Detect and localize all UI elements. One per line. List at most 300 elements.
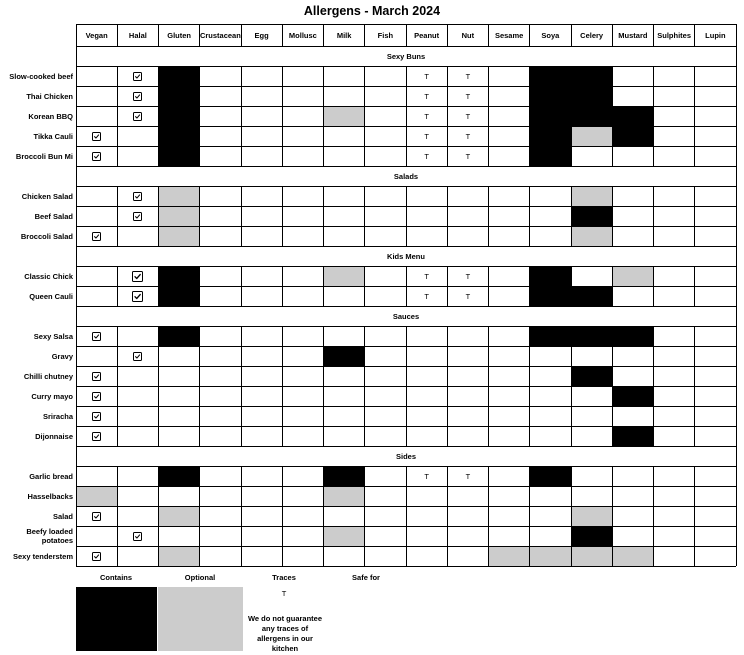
grid-vline <box>117 526 118 546</box>
cell-optional-classic-chick-mustard <box>613 267 653 286</box>
grid-vline <box>76 166 77 186</box>
cell-optional-beefy-loaded-potatoes-milk <box>324 527 364 546</box>
grid-vline <box>653 426 654 446</box>
grid-vline <box>736 366 737 386</box>
grid-vline <box>199 86 200 106</box>
cell-contains-slow-cooked-beef-soya <box>530 67 570 86</box>
grid-vline <box>117 486 118 506</box>
grid-vline <box>447 66 448 86</box>
grid-vline <box>529 106 530 126</box>
grid-vline <box>158 266 159 286</box>
grid-vline <box>653 146 654 166</box>
grid-vline <box>736 326 737 346</box>
checkbox-icon-dijonnaise-vegan <box>92 432 101 441</box>
cell-contains-tikka-cauli-soya <box>530 127 570 146</box>
grid-vline <box>364 86 365 106</box>
grid-vline <box>117 346 118 366</box>
grid-vline <box>323 186 324 206</box>
trace-mark-thai-chicken-peanut: T <box>424 91 429 101</box>
row-label-thai-chicken: Thai Chicken <box>26 91 73 101</box>
grid-vline <box>571 486 572 506</box>
grid-vline <box>282 506 283 526</box>
grid-vline <box>282 106 283 126</box>
grid-vline <box>76 526 77 546</box>
grid-vline <box>282 406 283 426</box>
grid-vline <box>653 66 654 86</box>
grid-vline <box>406 406 407 426</box>
grid-vline <box>447 226 448 246</box>
grid-vline <box>323 366 324 386</box>
grid-vline <box>571 386 572 406</box>
grid-vline <box>694 526 695 546</box>
grid-vline <box>158 66 159 86</box>
row-label-queen-cauli: Queen Cauli <box>29 291 73 301</box>
column-header-halal: Halal <box>128 30 147 40</box>
grid-vline <box>571 426 572 446</box>
grid-vline <box>76 446 77 466</box>
grid-vline <box>612 106 613 126</box>
grid-vline <box>529 286 530 306</box>
grid-vline <box>694 486 695 506</box>
grid-vline <box>76 106 77 126</box>
grid-vline <box>488 266 489 286</box>
grid-vline <box>571 526 572 546</box>
grid-vline <box>364 326 365 346</box>
grid-vline <box>158 106 159 126</box>
grid-vline <box>158 386 159 406</box>
grid-vline <box>364 346 365 366</box>
grid-vline <box>199 286 200 306</box>
grid-vline <box>323 286 324 306</box>
trace-mark-slow-cooked-beef-peanut: T <box>424 71 429 81</box>
trace-mark-garlic-bread-peanut: T <box>424 471 429 481</box>
grid-vline <box>488 226 489 246</box>
legend-contains-swatch <box>76 587 157 651</box>
grid-vline <box>76 306 77 326</box>
grid-vline <box>406 206 407 226</box>
grid-vline <box>199 186 200 206</box>
grid-vline <box>529 466 530 486</box>
grid-vline <box>406 426 407 446</box>
grid-vline <box>488 66 489 86</box>
trace-mark-queen-cauli-peanut: T <box>424 291 429 301</box>
checkbox-icon-slow-cooked-beef-halal <box>133 72 142 81</box>
grid-vline <box>406 486 407 506</box>
cell-optional-chicken-salad-celery <box>572 187 612 206</box>
cell-optional-hasselbacks-vegan <box>77 487 117 506</box>
grid-vline <box>76 266 77 286</box>
grid-vline <box>241 506 242 526</box>
grid-vline <box>694 346 695 366</box>
checkbox-icon-beef-salad-halal <box>133 212 142 221</box>
grid-vline <box>736 24 737 46</box>
legend-traces-symbol: T <box>281 589 287 598</box>
grid-vline <box>612 146 613 166</box>
cell-optional-salad-celery <box>572 507 612 526</box>
grid-vline <box>529 346 530 366</box>
grid-vline <box>199 386 200 406</box>
grid-vline <box>76 346 77 366</box>
grid-vline <box>241 266 242 286</box>
grid-vline <box>694 226 695 246</box>
grid-vline <box>529 386 530 406</box>
grid-vline <box>612 286 613 306</box>
grid-vline <box>612 66 613 86</box>
grid-vline <box>571 506 572 526</box>
grid-vline <box>736 106 737 126</box>
grid-vline <box>117 126 118 146</box>
checkbox-icon-classic-chick-halal <box>132 271 143 282</box>
grid-vline <box>282 186 283 206</box>
grid-vline <box>612 326 613 346</box>
grid-vline <box>653 326 654 346</box>
grid-vline <box>694 24 695 46</box>
grid-vline <box>323 466 324 486</box>
grid-vline <box>571 86 572 106</box>
grid-vline <box>158 346 159 366</box>
grid-vline <box>199 346 200 366</box>
grid-vline <box>406 266 407 286</box>
grid-vline <box>199 226 200 246</box>
trace-mark-korean-bbq-nut: T <box>465 111 471 121</box>
grid-vline <box>323 346 324 366</box>
cell-contains-sexy-salsa-gluten <box>159 327 199 346</box>
grid-vline <box>612 406 613 426</box>
cell-contains-slow-cooked-beef-gluten <box>159 67 199 86</box>
grid-vline <box>694 366 695 386</box>
cell-optional-beef-salad-gluten <box>159 207 199 226</box>
trace-mark-broccoli-bun-mi-peanut: T <box>424 151 429 161</box>
grid-vline <box>653 386 654 406</box>
grid-vline <box>76 506 77 526</box>
section-heading-sides: Sides <box>395 451 416 461</box>
grid-vline <box>117 106 118 126</box>
grid-vline <box>406 366 407 386</box>
section-heading-sauces: Sauces <box>392 311 420 321</box>
grid-vline <box>323 406 324 426</box>
trace-mark-classic-chick-peanut: T <box>424 271 429 281</box>
grid-vline <box>282 466 283 486</box>
checkbox-icon-curry-mayo-vegan <box>92 392 101 401</box>
grid-vline <box>323 146 324 166</box>
grid-vline <box>488 106 489 126</box>
grid-vline <box>364 106 365 126</box>
grid-vline <box>364 126 365 146</box>
grid-vline <box>571 66 572 86</box>
cell-contains-beef-salad-celery <box>572 207 612 226</box>
grid-vline <box>158 146 159 166</box>
grid-vline <box>571 266 572 286</box>
cell-contains-queen-cauli-celery <box>572 287 612 306</box>
checkbox-icon-sexy-tenderstem-vegan <box>92 552 101 561</box>
cell-optional-chicken-salad-gluten <box>159 187 199 206</box>
grid-vline <box>158 426 159 446</box>
grid-vline <box>447 146 448 166</box>
grid-vline <box>117 366 118 386</box>
grid-vline <box>529 506 530 526</box>
grid-vline <box>653 266 654 286</box>
grid-vline <box>612 426 613 446</box>
grid-vline <box>117 286 118 306</box>
grid-vline <box>76 206 77 226</box>
grid-vline <box>241 326 242 346</box>
grid-vline <box>241 466 242 486</box>
grid-vline <box>529 266 530 286</box>
grid-vline <box>612 266 613 286</box>
cell-optional-hasselbacks-milk <box>324 487 364 506</box>
trace-mark-classic-chick-nut: T <box>465 271 471 281</box>
grid-vline <box>199 506 200 526</box>
column-header-sesame: Sesame <box>494 30 524 40</box>
grid-vline <box>158 486 159 506</box>
grid-vline <box>406 506 407 526</box>
grid-vline <box>694 66 695 86</box>
cell-optional-classic-chick-milk <box>324 267 364 286</box>
grid-vline <box>241 526 242 546</box>
row-label-sriracha: Sriracha <box>42 411 73 421</box>
cell-contains-korean-bbq-gluten <box>159 107 199 126</box>
grid-vline <box>612 186 613 206</box>
grid-vline <box>364 206 365 226</box>
row-label-tikka-cauli: Tikka Cauli <box>33 131 73 141</box>
grid-vline <box>76 126 77 146</box>
grid-vline <box>447 126 448 146</box>
cell-optional-broccoli-salad-gluten <box>159 227 199 246</box>
grid-vline <box>736 226 737 246</box>
legend-optional-label: Optional <box>184 573 216 582</box>
grid-vline <box>571 186 572 206</box>
grid-vline <box>117 206 118 226</box>
trace-mark-tikka-cauli-peanut: T <box>424 131 429 141</box>
grid-vline <box>158 226 159 246</box>
checkbox-icon-korean-bbq-halal <box>133 112 142 121</box>
grid-vline <box>364 266 365 286</box>
grid-vline <box>158 286 159 306</box>
grid-vline <box>447 286 448 306</box>
grid-vline <box>76 246 77 266</box>
grid-vline <box>488 206 489 226</box>
grid-vline <box>736 446 737 466</box>
grid-vline <box>364 286 365 306</box>
grid-vline <box>117 24 118 46</box>
row-label-sexy-tenderstem: Sexy tenderstem <box>12 551 73 561</box>
grid-vline <box>117 266 118 286</box>
grid-vline <box>241 186 242 206</box>
column-header-lupin: Lupin <box>705 30 726 40</box>
row-label-curry-mayo: Curry mayo <box>31 391 73 401</box>
column-header-peanut: Peanut <box>414 30 440 40</box>
row-label-beefy-loaded-potatoes: Beefy loaded potatoes <box>26 527 73 545</box>
grid-vline <box>76 426 77 446</box>
cell-contains-queen-cauli-soya <box>530 287 570 306</box>
grid-vline <box>571 126 572 146</box>
grid-vline <box>241 126 242 146</box>
grid-vline <box>406 546 407 566</box>
grid-vline <box>323 24 324 46</box>
grid-vline <box>199 406 200 426</box>
grid-vline <box>447 106 448 126</box>
cell-optional-sexy-tenderstem-celery <box>572 547 612 566</box>
grid-vline <box>241 146 242 166</box>
cell-contains-classic-chick-soya <box>530 267 570 286</box>
grid-vline <box>529 126 530 146</box>
grid-vline <box>76 24 77 46</box>
grid-vline <box>199 426 200 446</box>
grid-vline <box>447 186 448 206</box>
grid-vline <box>241 386 242 406</box>
trace-mark-tikka-cauli-nut: T <box>465 131 471 141</box>
grid-vline <box>76 186 77 206</box>
grid-vline <box>282 226 283 246</box>
grid-vline <box>364 146 365 166</box>
grid-vline <box>488 426 489 446</box>
grid-vline <box>694 506 695 526</box>
checkbox-icon-chicken-salad-halal <box>133 192 142 201</box>
grid-vline <box>736 406 737 426</box>
grid-vline <box>158 406 159 426</box>
grid-vline <box>406 386 407 406</box>
grid-vline <box>364 506 365 526</box>
grid-vline <box>447 526 448 546</box>
grid-vline <box>364 526 365 546</box>
grid-vline <box>76 366 77 386</box>
grid-vline <box>117 66 118 86</box>
grid-vline <box>364 66 365 86</box>
grid-vline <box>76 66 77 86</box>
grid-vline <box>447 486 448 506</box>
grid-vline <box>736 506 737 526</box>
cell-contains-korean-bbq-soya <box>530 107 570 126</box>
grid-vline <box>653 126 654 146</box>
grid-vline <box>364 24 365 46</box>
grid-vline <box>653 24 654 46</box>
trace-mark-garlic-bread-nut: T <box>465 471 471 481</box>
grid-vline <box>612 206 613 226</box>
checkbox-icon-sriracha-vegan <box>92 412 101 421</box>
grid-vline <box>117 506 118 526</box>
grid-vline <box>736 486 737 506</box>
grid-vline <box>694 186 695 206</box>
cell-optional-sexy-tenderstem-sesame <box>489 547 529 566</box>
grid-vline <box>282 24 283 46</box>
grid-vline <box>158 366 159 386</box>
grid-vline <box>406 326 407 346</box>
grid-vline <box>488 326 489 346</box>
grid-vline <box>282 266 283 286</box>
grid-vline <box>323 426 324 446</box>
grid-vline <box>282 366 283 386</box>
grid-vline <box>447 466 448 486</box>
grid-vline <box>488 466 489 486</box>
grid-vline <box>488 506 489 526</box>
grid-vline <box>241 486 242 506</box>
grid-vline <box>241 546 242 566</box>
grid-vline <box>406 66 407 86</box>
grid-vline <box>282 486 283 506</box>
cell-contains-korean-bbq-celery <box>572 107 612 126</box>
grid-vline <box>736 386 737 406</box>
grid-vline <box>653 86 654 106</box>
grid-vline <box>199 66 200 86</box>
grid-vline <box>76 486 77 506</box>
grid-vline <box>653 406 654 426</box>
grid-vline <box>488 366 489 386</box>
checkbox-icon-gravy-halal <box>133 352 142 361</box>
grid-vline <box>447 366 448 386</box>
column-header-egg: Egg <box>254 30 269 40</box>
grid-vline <box>694 106 695 126</box>
grid-vline <box>241 406 242 426</box>
grid-vline <box>736 166 737 186</box>
grid-vline <box>447 386 448 406</box>
row-label-beef-salad: Beef Salad <box>34 211 73 221</box>
section-heading-sexy-buns: Sexy Buns <box>386 51 426 61</box>
grid-vline <box>76 46 77 66</box>
cell-contains-tikka-cauli-mustard <box>613 127 653 146</box>
grid-vline <box>571 206 572 226</box>
grid-vline <box>199 326 200 346</box>
grid-vline <box>694 266 695 286</box>
column-header-celery: Celery <box>580 30 604 40</box>
grid-vline <box>199 106 200 126</box>
grid-vline <box>199 546 200 566</box>
grid-vline <box>158 526 159 546</box>
grid-vline <box>447 546 448 566</box>
grid-vline <box>612 86 613 106</box>
grid-vline <box>364 226 365 246</box>
cell-contains-queen-cauli-gluten <box>159 287 199 306</box>
grid-vline <box>282 426 283 446</box>
grid-vline <box>447 24 448 46</box>
grid-vline <box>529 426 530 446</box>
grid-vline <box>323 226 324 246</box>
grid-vline <box>488 486 489 506</box>
grid-vline <box>736 306 737 326</box>
trace-mark-queen-cauli-nut: T <box>465 291 471 301</box>
grid-vline <box>76 286 77 306</box>
grid-vline <box>406 24 407 46</box>
cell-contains-thai-chicken-gluten <box>159 87 199 106</box>
grid-vline <box>571 146 572 166</box>
row-label-korean-bbq: Korean BBQ <box>28 111 73 121</box>
grid-vline <box>199 366 200 386</box>
grid-vline <box>117 406 118 426</box>
grid-vline <box>117 86 118 106</box>
column-header-nut: Nut <box>461 30 475 40</box>
grid-vline <box>447 266 448 286</box>
checkbox-icon-tikka-cauli-vegan <box>92 132 101 141</box>
grid-vline <box>364 486 365 506</box>
grid-vline <box>653 506 654 526</box>
grid-vline <box>488 24 489 46</box>
grid-vline <box>571 24 572 46</box>
grid-vline <box>282 206 283 226</box>
grid-vline <box>158 126 159 146</box>
cell-optional-sexy-tenderstem-soya <box>530 547 570 566</box>
grid-vline <box>282 526 283 546</box>
kitchen-disclaimer: We do not guarantee any traces of allergens in our kitchen <box>247 614 323 653</box>
row-label-broccoli-bun-mi: Broccoli Bun Mi <box>15 151 73 161</box>
grid-vline <box>241 366 242 386</box>
column-header-soya: Soya <box>541 30 560 40</box>
grid-vline <box>323 486 324 506</box>
grid-vline <box>612 506 613 526</box>
grid-vline <box>447 86 448 106</box>
grid-vline <box>364 366 365 386</box>
grid-vline <box>447 346 448 366</box>
grid-vline <box>282 86 283 106</box>
grid-vline <box>199 526 200 546</box>
